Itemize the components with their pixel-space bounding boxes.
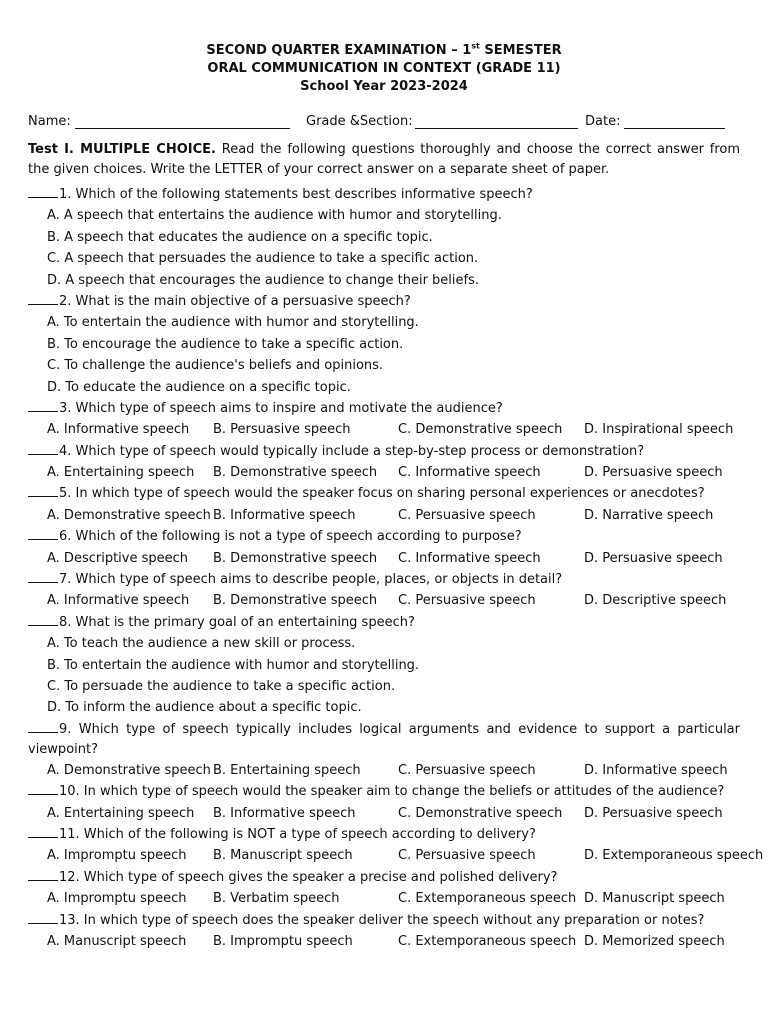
option-a: A. Impromptu speech <box>47 891 187 907</box>
question-9 <box>28 719 740 760</box>
name-label: Name: <box>28 114 71 129</box>
question-8 <box>28 612 740 633</box>
option-c: C. Informative speech <box>398 550 541 566</box>
option-d: D. To inform the audience about a specific topic. <box>47 700 362 716</box>
question-text: 5. In which type of speech would the speaker focus on sharing personal experiences or anecdotes? <box>59 486 705 502</box>
options-row <box>28 505 740 526</box>
option-a: A. Informative speech <box>47 422 190 438</box>
question-10 <box>28 781 740 802</box>
option-d: D. Narrative speech <box>584 507 714 523</box>
option-d: D. Memorized speech <box>584 933 725 949</box>
question-12 <box>28 867 740 888</box>
option-c: C. To challenge the audience's beliefs and opinions. <box>47 358 384 374</box>
options-row <box>28 419 740 440</box>
options-row <box>28 888 740 909</box>
option-a: A. Impromptu speech <box>47 848 187 864</box>
option-b: B. A speech that educates the audience on a specific topic. <box>47 229 433 245</box>
grade-section-label: Grade &Section: <box>306 114 413 129</box>
option-d: D. Persuasive speech <box>584 465 723 481</box>
option-a: A. To teach the audience a new skill or process. <box>47 636 356 652</box>
option-d: D. Persuasive speech <box>584 550 723 566</box>
option-a: A. Entertaining speech <box>47 465 195 481</box>
option-d: D. To educate the audience on a specific topic. <box>47 379 351 395</box>
question-text: 13. In which type of speech does the speaker deliver the speech without any preparation or notes? <box>59 912 705 928</box>
question-text: 2. What is the main objective of a persuasive speech? <box>59 293 411 309</box>
question-text: 7. Which type of speech aims to describe people, places, or objects in detail? <box>59 572 563 588</box>
option-c: C. Persuasive speech <box>398 507 536 523</box>
question-3 <box>28 398 740 419</box>
question-1 <box>28 184 740 205</box>
question-6 <box>28 526 740 547</box>
option-a: A. Informative speech <box>47 593 190 609</box>
question-7 <box>28 569 740 590</box>
answer-blank <box>28 441 58 455</box>
answer-blank <box>28 291 58 305</box>
exam-header <box>0 42 768 96</box>
option-a: A. A speech that entertains the audience with humor and storytelling. <box>47 208 502 224</box>
answer-blank <box>28 781 58 795</box>
options-row <box>28 462 740 483</box>
question-text: 1. Which of the following statements best describes informative speech? <box>59 187 533 202</box>
date-label: Date: <box>585 114 621 129</box>
option-b: B. Informative speech <box>213 805 356 821</box>
option-a: A. To entertain the audience with humor and storytelling. <box>47 315 419 331</box>
options-row <box>28 760 740 781</box>
test-heading: Test I. MULTIPLE CHOICE. <box>28 142 216 157</box>
question-text: 9. Which type of speech typically includes logical arguments and evidence to support a particular viewpoint? <box>28 721 740 757</box>
option-c: C. Persuasive speech <box>398 848 536 864</box>
option-b: B. Persuasive speech <box>213 422 351 438</box>
option-b: B. Verbatim speech <box>213 891 340 907</box>
option-c: C. Extemporaneous speech <box>398 891 577 907</box>
answer-blank <box>28 483 58 497</box>
question-text: 8. What is the primary goal of an entertaining speech? <box>59 614 415 630</box>
options-row <box>28 590 740 611</box>
option-b: B. Demonstrative speech <box>213 593 378 609</box>
instructions-text: Read the following questions thoroughly and choose the correct answer from the given choices. Write the LETTER of your correct answer on a separate sheet of paper. <box>28 142 741 177</box>
option-d: D. Extemporaneous speech <box>584 848 764 864</box>
question-text: 6. Which of the following is not a type of speech according to purpose? <box>59 529 522 545</box>
question-list <box>28 184 764 952</box>
option-b: B. Demonstrative speech <box>213 465 378 481</box>
option-a: A. Demonstrative speech <box>47 507 211 523</box>
school-year: School Year 2023-2024 <box>300 79 468 94</box>
question-text: 4. Which type of speech would typically include a step-by-step process or demonstration? <box>59 443 645 459</box>
instructions <box>28 140 740 180</box>
option-d: D. A speech that encourages the audience to change their beliefs. <box>47 272 480 288</box>
student-info-line <box>28 114 740 134</box>
answer-blank <box>28 569 58 583</box>
exam-title: SECOND QUARTER EXAMINATION – 1st SEMESTER <box>206 41 562 58</box>
option-a: A. Manuscript speech <box>47 933 187 949</box>
option-d: D. Persuasive speech <box>584 805 723 821</box>
option-c: C. A speech that persuades the audience to take a specific action. <box>47 251 479 267</box>
question-2 <box>28 291 740 312</box>
option-c: C. To persuade the audience to take a specific action. <box>47 678 396 694</box>
question-5 <box>28 483 740 504</box>
option-d: D. Informative speech <box>584 762 728 778</box>
option-b: B. Entertaining speech <box>213 762 361 778</box>
options-row <box>28 931 740 952</box>
option-c: C. Extemporaneous speech <box>398 933 577 949</box>
option-b: B. Demonstrative speech <box>213 550 378 566</box>
question-text: 11. Which of the following is NOT a type of speech according to delivery? <box>59 826 536 842</box>
option-d: D. Descriptive speech <box>584 593 727 609</box>
answer-blank <box>28 910 58 924</box>
answer-blank <box>28 867 58 881</box>
option-a: A. Demonstrative speech <box>47 762 211 778</box>
option-c: C. Demonstrative speech <box>398 805 563 821</box>
options-row <box>28 845 764 866</box>
option-b: B. To entertain the audience with humor and storytelling. <box>47 657 420 673</box>
answer-blank <box>28 612 58 626</box>
question-13 <box>28 910 740 931</box>
answer-blank <box>28 526 58 540</box>
exam-subject: ORAL COMMUNICATION IN CONTEXT (GRADE 11) <box>207 61 561 76</box>
options-row <box>28 803 740 824</box>
question-4 <box>28 441 740 462</box>
answer-blank <box>28 184 58 198</box>
answer-blank <box>28 719 58 733</box>
answer-blank <box>28 824 58 838</box>
option-a: A. Entertaining speech <box>47 805 195 821</box>
question-text: 3. Which type of speech aims to inspire and motivate the audience? <box>59 400 503 416</box>
grade-section-blank <box>415 128 578 129</box>
option-b: B. Manuscript speech <box>213 848 353 864</box>
option-c: C. Persuasive speech <box>398 593 536 609</box>
option-a: A. Descriptive speech <box>47 550 189 566</box>
question-11 <box>28 824 740 845</box>
question-text: 12. Which type of speech gives the speaker a precise and polished delivery? <box>59 869 558 885</box>
option-c: C. Informative speech <box>398 465 541 481</box>
option-c: C. Demonstrative speech <box>398 422 563 438</box>
option-d: D. Inspirational speech <box>584 422 734 438</box>
option-b: B. To encourage the audience to take a specific action. <box>47 336 404 352</box>
date-blank <box>624 128 725 129</box>
options-row <box>28 548 740 569</box>
question-text: 10. In which type of speech would the speaker aim to change the beliefs or attitudes of the audience? <box>59 784 725 800</box>
option-b: B. Informative speech <box>213 507 356 523</box>
option-c: C. Persuasive speech <box>398 762 536 778</box>
option-b: B. Impromptu speech <box>213 933 353 949</box>
name-blank <box>75 128 290 129</box>
answer-blank <box>28 398 58 412</box>
option-d: D. Manuscript speech <box>584 891 725 907</box>
